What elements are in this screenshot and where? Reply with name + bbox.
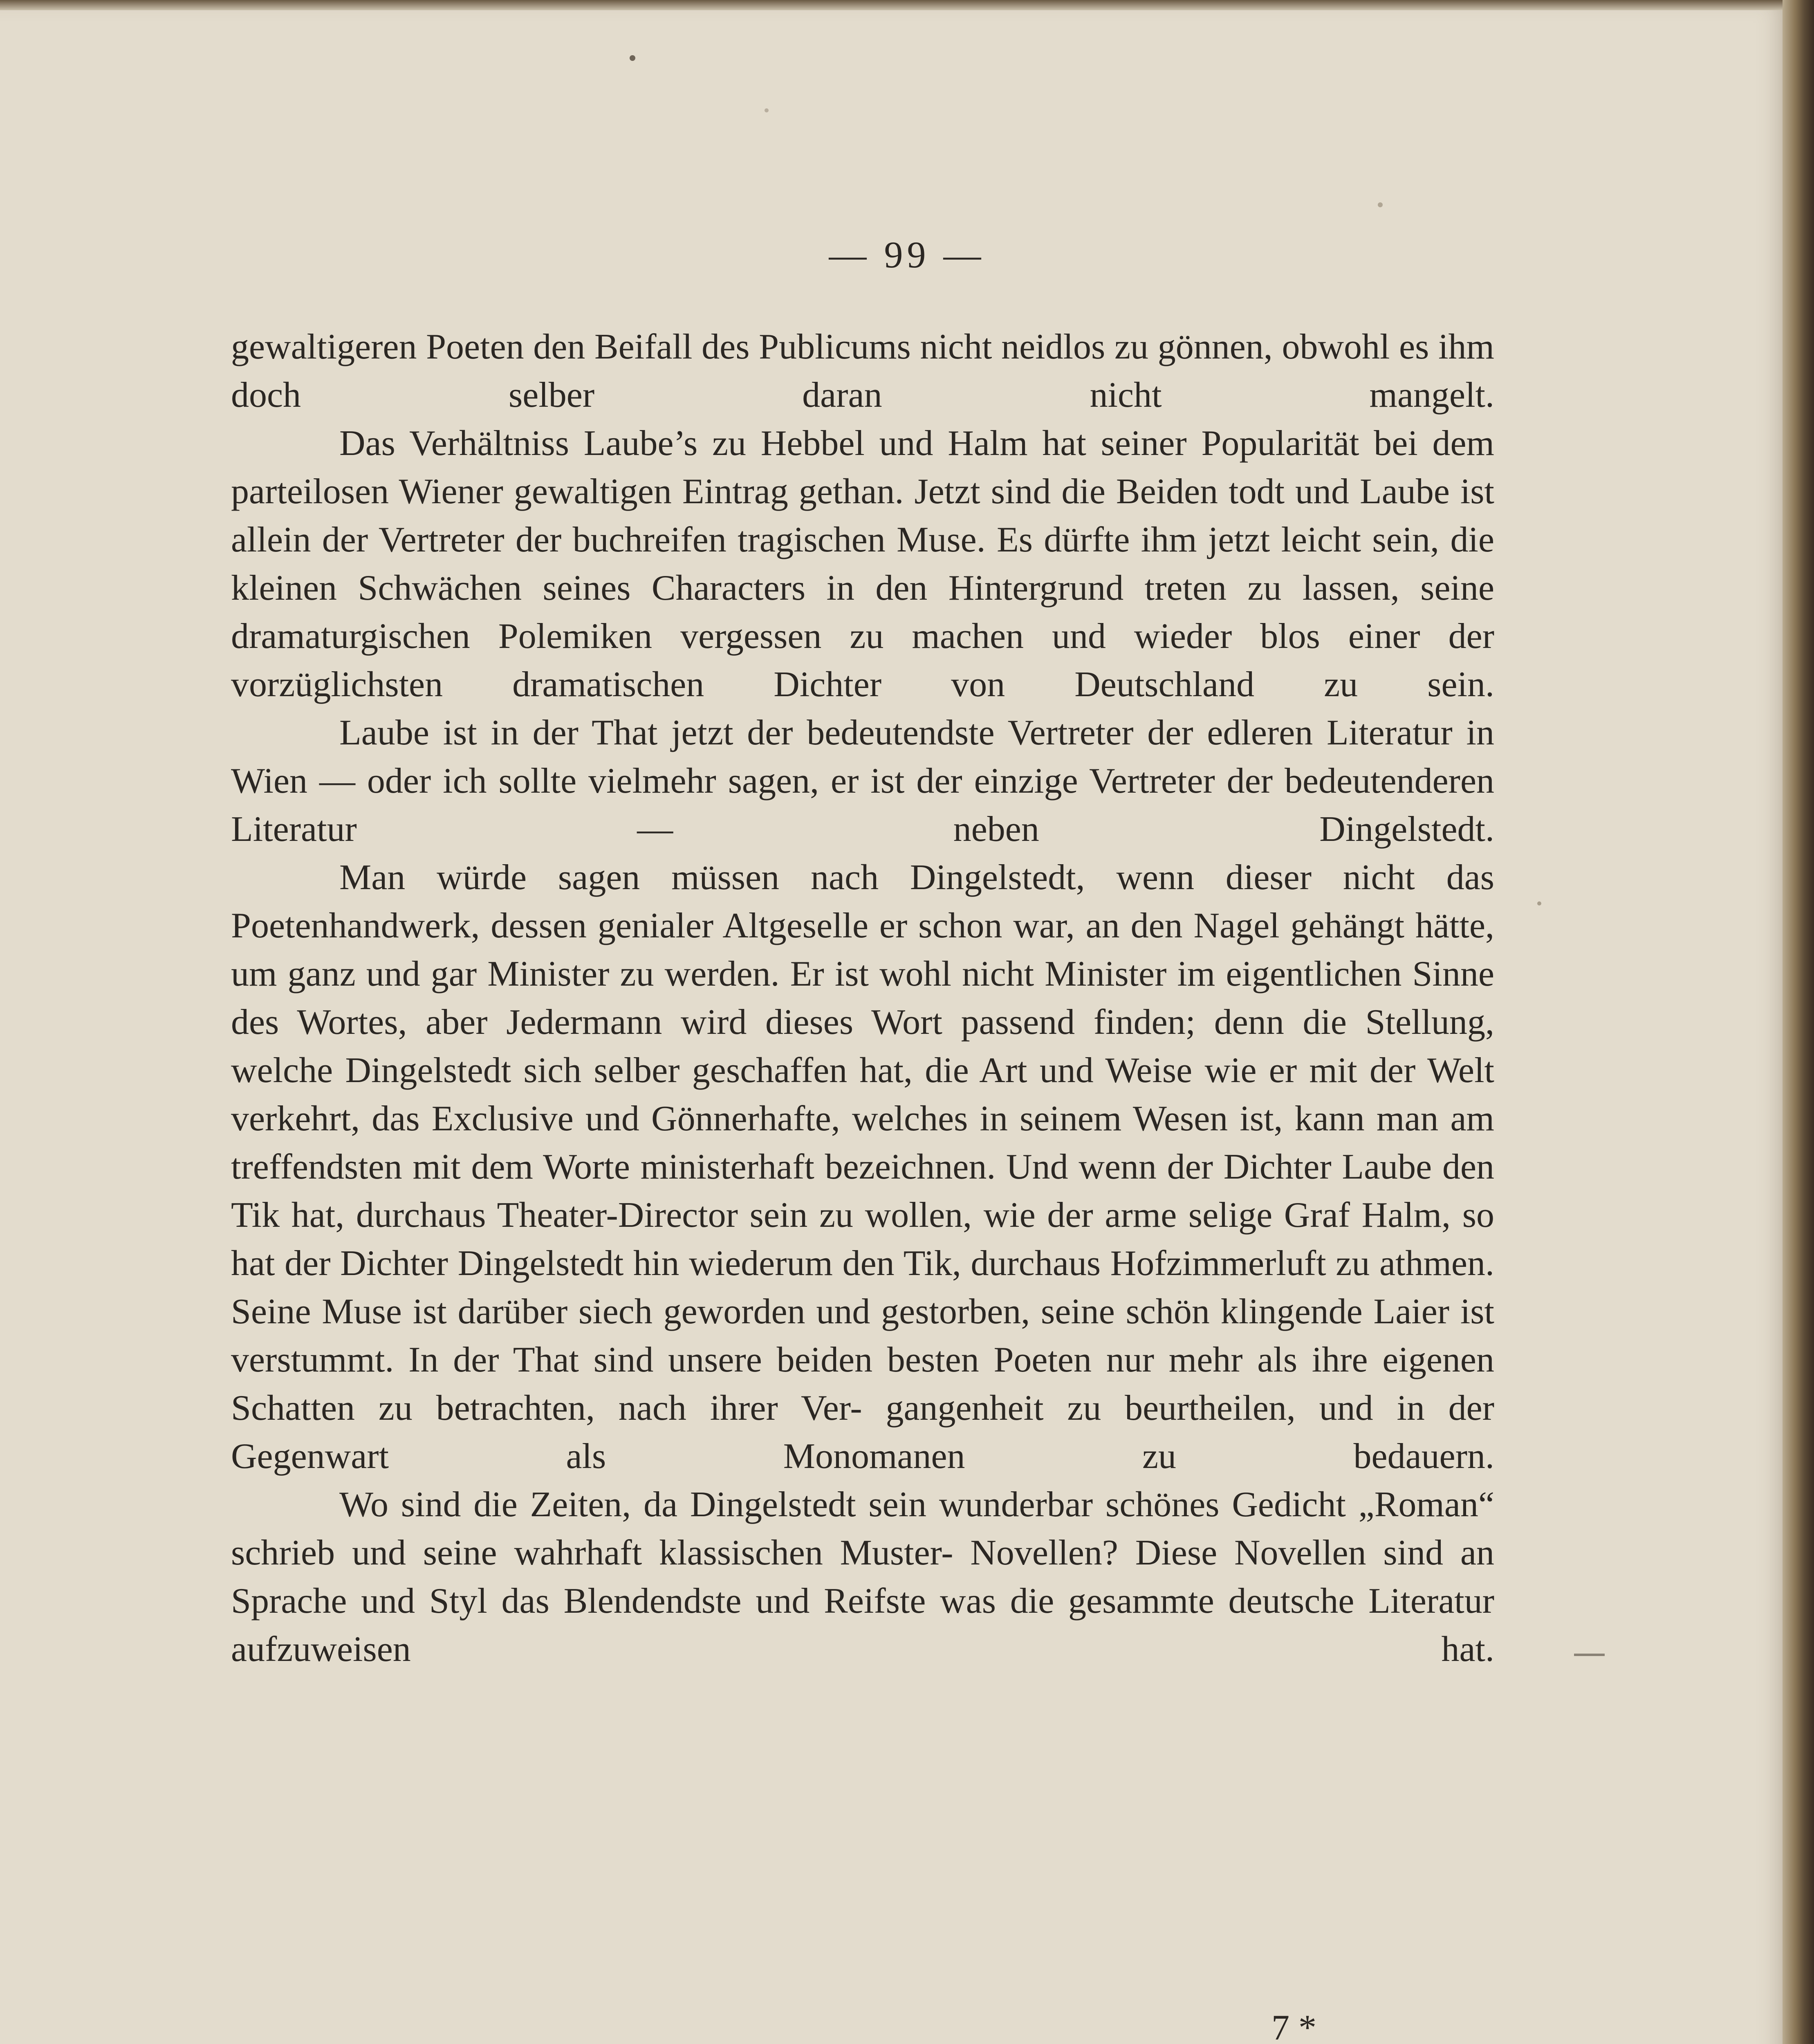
paragraph-3 [231,709,1494,854]
text-line: mehr als ihre eigenen Schatten zu betrachten, nach ihrer Ver- [231,1340,1494,1428]
page-edge-right [1783,0,1814,2044]
page-number: — 99 — [829,234,985,276]
signature-mark: 7 * [1271,2008,1316,2044]
text-line: Novellen? Diese Novellen sind an Sprache und Styl das Blendendste [231,1533,1494,1621]
text-line: buchreifen tragischen Muse. Es dürfte ihm jetzt leicht sein, die [572,520,1495,560]
paragraph-4 [231,854,1494,1481]
text-line: welches in seinem Wesen ist, kann man am treffendsten mit dem [231,1099,1495,1187]
paper-speck [1537,901,1541,905]
text-line: Man würde sagen müssen nach Dingelstedt, wenn dieser nicht [339,858,1415,897]
text-line: verstummt. In der That sind unsere beiden besten Poeten nur [231,1340,1154,1380]
text-line: kleinen Schwächen seines Characters in den Hintergrund treten [231,568,1227,608]
text-line: das Poetenhandwerk, dessen genialer Altgeselle er schon war, an [231,858,1494,946]
paper-speck [765,108,769,112]
text-line: welche Dingelstedt sich selber geschaffen hat, die Art und Weise [231,1051,1193,1090]
text-line: von Deutschland zu sein. [951,665,1495,704]
text-line: Jedermann wird dieses Wort passend finden; denn die Stellung, [506,1002,1494,1042]
margin-dash [1574,1654,1605,1656]
text-line: Gedicht „Roman“ schrieb und seine wahrhaft klassischen Muster- [231,1485,1495,1573]
text-line: der einzige Vertreter der bedeutenderen Literatur — neben Dingelstedt. [231,761,1494,849]
text-line: Worte ministerhaft bezeichnen. Und wenn der Dichter Laube den [543,1147,1494,1187]
text-line: den Nagel gehängt hätte, um ganz und gar Minister zu werden. [231,906,1495,994]
paragraph-5 [231,1481,1494,1674]
text-line: Popularität bei dem parteilosen Wiener gewaltigen Eintrag gethan. [231,424,1494,511]
text-line: zu lassen, seine dramaturgischen Polemiken vergessen zu machen [231,568,1495,656]
text-line: und wieder blos einer der vorzüglichsten dramatischen Dichter [231,616,1494,704]
text-line: Jetzt sind die Beiden todt und Laube ist allein der Vertreter der [231,472,1494,560]
text-line: gönnen, obwohl es ihm doch selber daran nicht mangelt. [231,327,1495,415]
text-line: Laube ist in der That jetzt der bedeutendste Vertreter der [339,713,1193,753]
text-line: siech geworden und gestorben, seine schön klingende Laier ist [579,1292,1495,1331]
paper-speck [630,55,635,61]
text-line: Wo sind die Zeiten, da Dingelstedt sein wunderbar schönes [339,1485,1220,1524]
paragraph-2 [231,419,1494,709]
text-line: und Reifste was die gesammte deutsche Literatur aufzuweisen hat. [231,1581,1495,1669]
body-text [231,323,1494,1674]
paragraph-1 [231,323,1494,419]
text-line: Das Verhältniss Laube’s zu Hebbel und Halm hat seiner [339,424,1187,463]
text-line: edleren Literatur in Wien — oder ich sollte vielmehr sagen, er ist [231,713,1495,801]
text-line: gangenheit zu beurtheilen, und in der Gegenwart als Monomanen [231,1388,1495,1476]
text-line: Tik, durchaus Hofzimmerluft zu athmen. Seine Muse ist darüber [231,1244,1494,1331]
text-line: Tik hat, durchaus Theater-Director sein zu wollen, wie der arme [231,1195,1177,1235]
text-line: gewaltigeren Poeten den Beifall des Publicums nicht neidlos zu [231,327,1149,367]
text-line: selige Graf Halm, so hat der Dichter Dingelstedt hin wiederum den [231,1195,1495,1283]
text-line: Er ist wohl nicht Minister im eigentlichen Sinne des Wortes, aber [231,954,1495,1042]
paper-speck [1378,202,1383,207]
text-line: wie er mit der Welt verkehrt, das Exclusive und Gönnerhafte, [231,1051,1495,1139]
text-line: zu bedauern. [1142,1437,1494,1476]
page-edge-top [0,0,1814,10]
